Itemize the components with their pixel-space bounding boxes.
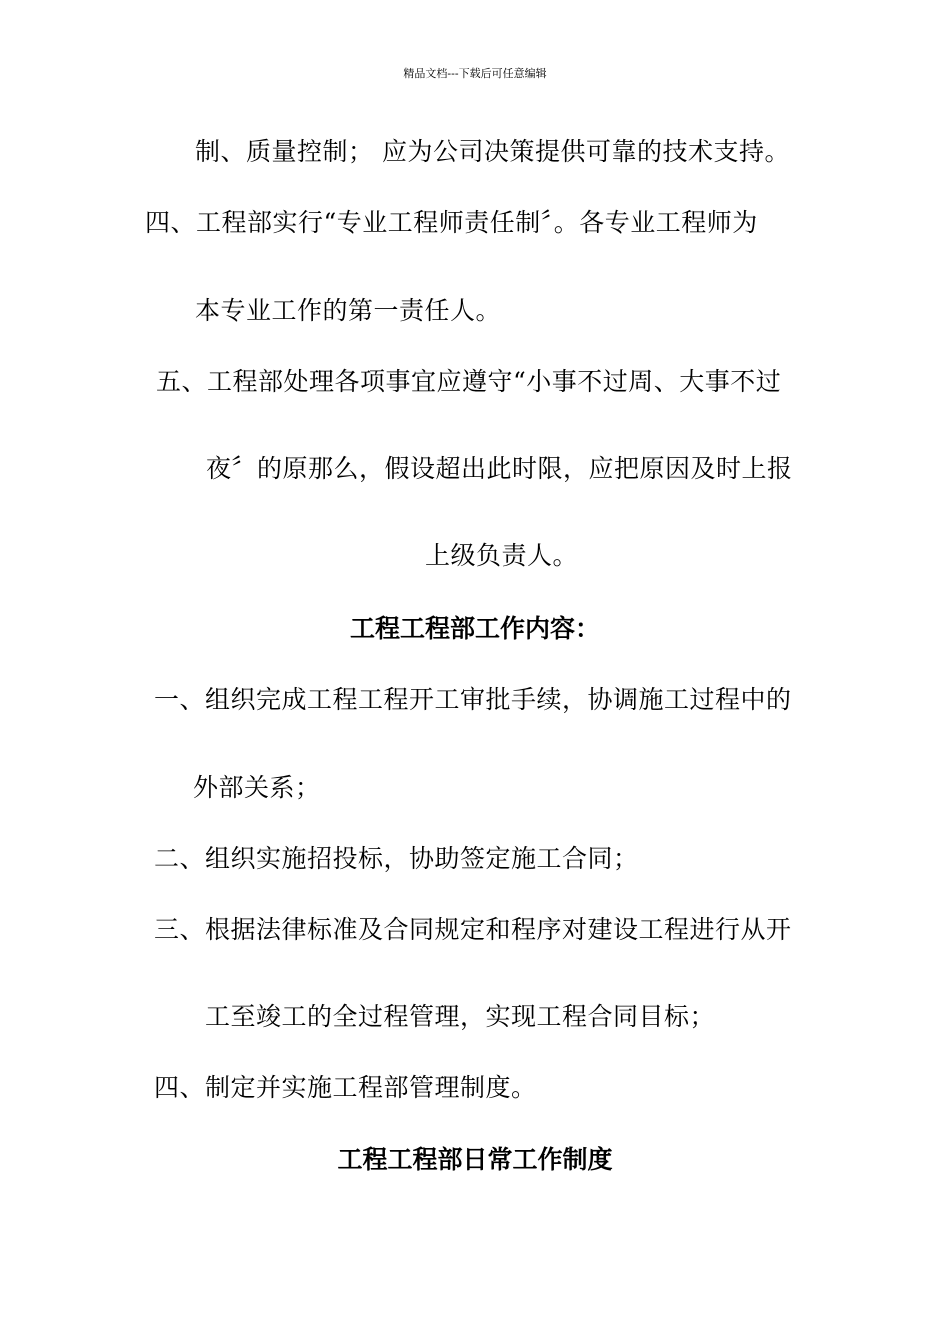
body-line: 外部关系； [193, 773, 321, 802]
body-line: 四、制定并实施工程部管理制度。 [154, 1073, 537, 1102]
body-line: 五、工程部处理各项事宜应遵守“小事不过周、大事不过 [156, 367, 782, 396]
body-line: 夜〞的原那么，假设超出此时限，应把原因及时上报 [206, 454, 793, 483]
body-line: 本专业工作的第一责任人。 [195, 296, 502, 325]
section-heading: 工程工程部日常工作制度 [337, 1145, 613, 1174]
body-line: 四、工程部实行“专业工程师责任制〞。各专业工程师为 [145, 208, 758, 237]
body-line: 工至竣工的全过程管理，实现工程合同目标； [205, 1002, 716, 1031]
body-line: 制、质量控制； 应为公司决策提供可靠的技术支持。 [195, 137, 790, 166]
body-line: 三、根据法律标准及合同规定和程序对建设工程进行从开 [154, 915, 792, 944]
section-heading: 工程工程部工作内容： [349, 614, 600, 643]
page-header: 精品文档---下载后可任意编辑 [403, 67, 547, 80]
body-line: 一、组织完成工程工程开工审批手续，协调施工过程中的 [154, 685, 792, 714]
body-line: 上级负责人。 [425, 541, 579, 570]
body-line: 二、组织实施招投标，协助签定施工合同； [154, 844, 639, 873]
